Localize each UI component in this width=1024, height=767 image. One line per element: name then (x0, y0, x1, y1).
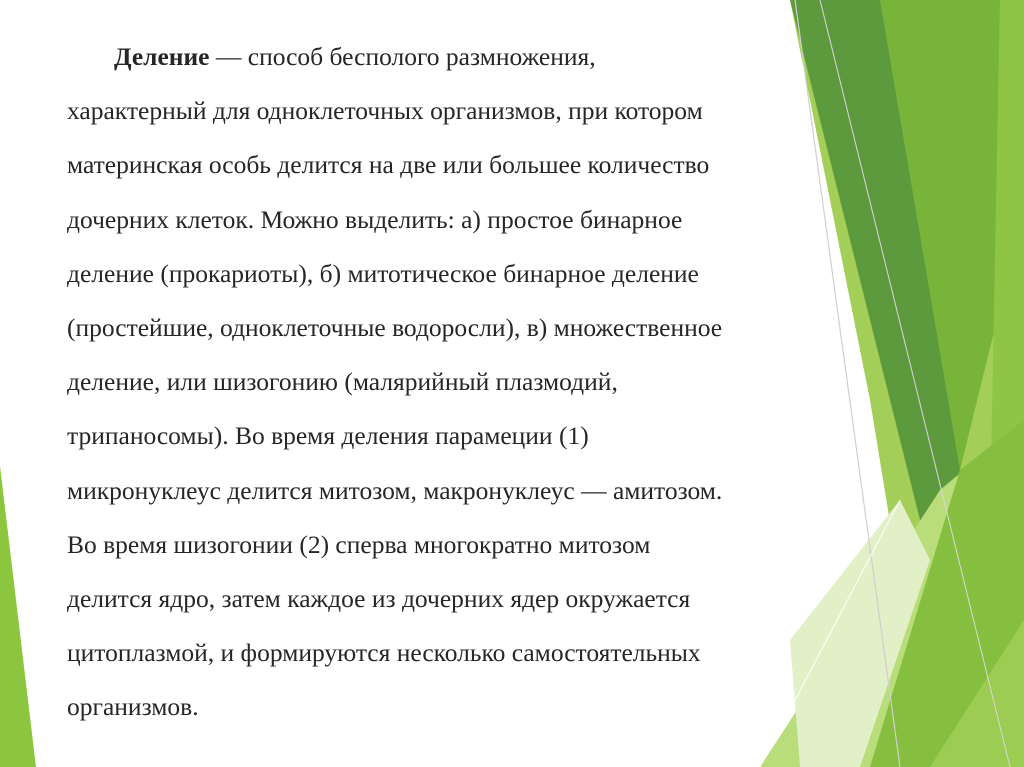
paragraph-line-13: организмов. (67, 692, 199, 722)
paragraph-line-2: характерный для одноклеточных организмов, при котором (67, 96, 703, 126)
paragraph-line-6: (простейшие, одноклеточные водоросли), в) множественное (67, 313, 723, 343)
paragraph-line-4: дочерних клеток. Можно выделить: а) простое бинарное (67, 204, 683, 234)
paragraph-line-12: цитоплазмой, и формируются несколько самостоятельных (67, 638, 701, 668)
paragraph-line-8: трипаносомы). Во время деления парамеции (1) (67, 421, 589, 451)
paragraph-line-1 (67, 30, 897, 84)
paragraph-line-10: Во время шизогонии (2) сперва многократно митозом (67, 529, 651, 559)
paragraph-line-1-rest: — способ бесполого размножения, (209, 42, 596, 71)
paragraph-line-9: микронуклеус делится митозом, макронуклеус — амитозом. (67, 475, 723, 505)
slide-text (67, 30, 897, 735)
left-green-wedge-decoration (0, 466, 36, 767)
paragraph-line-11: делится ядро, затем каждое из дочерних ядер окружается (67, 584, 691, 614)
paragraph-line-5: деление (прокариоты), б) митотическое бинарное деление (67, 258, 699, 288)
definition-term: Деление (114, 42, 210, 71)
paragraph-line-7: деление, или шизогонию (малярийный плазмодий, (67, 367, 618, 397)
paragraph-line-3: материнская особь делится на две или большее количество (67, 150, 710, 180)
